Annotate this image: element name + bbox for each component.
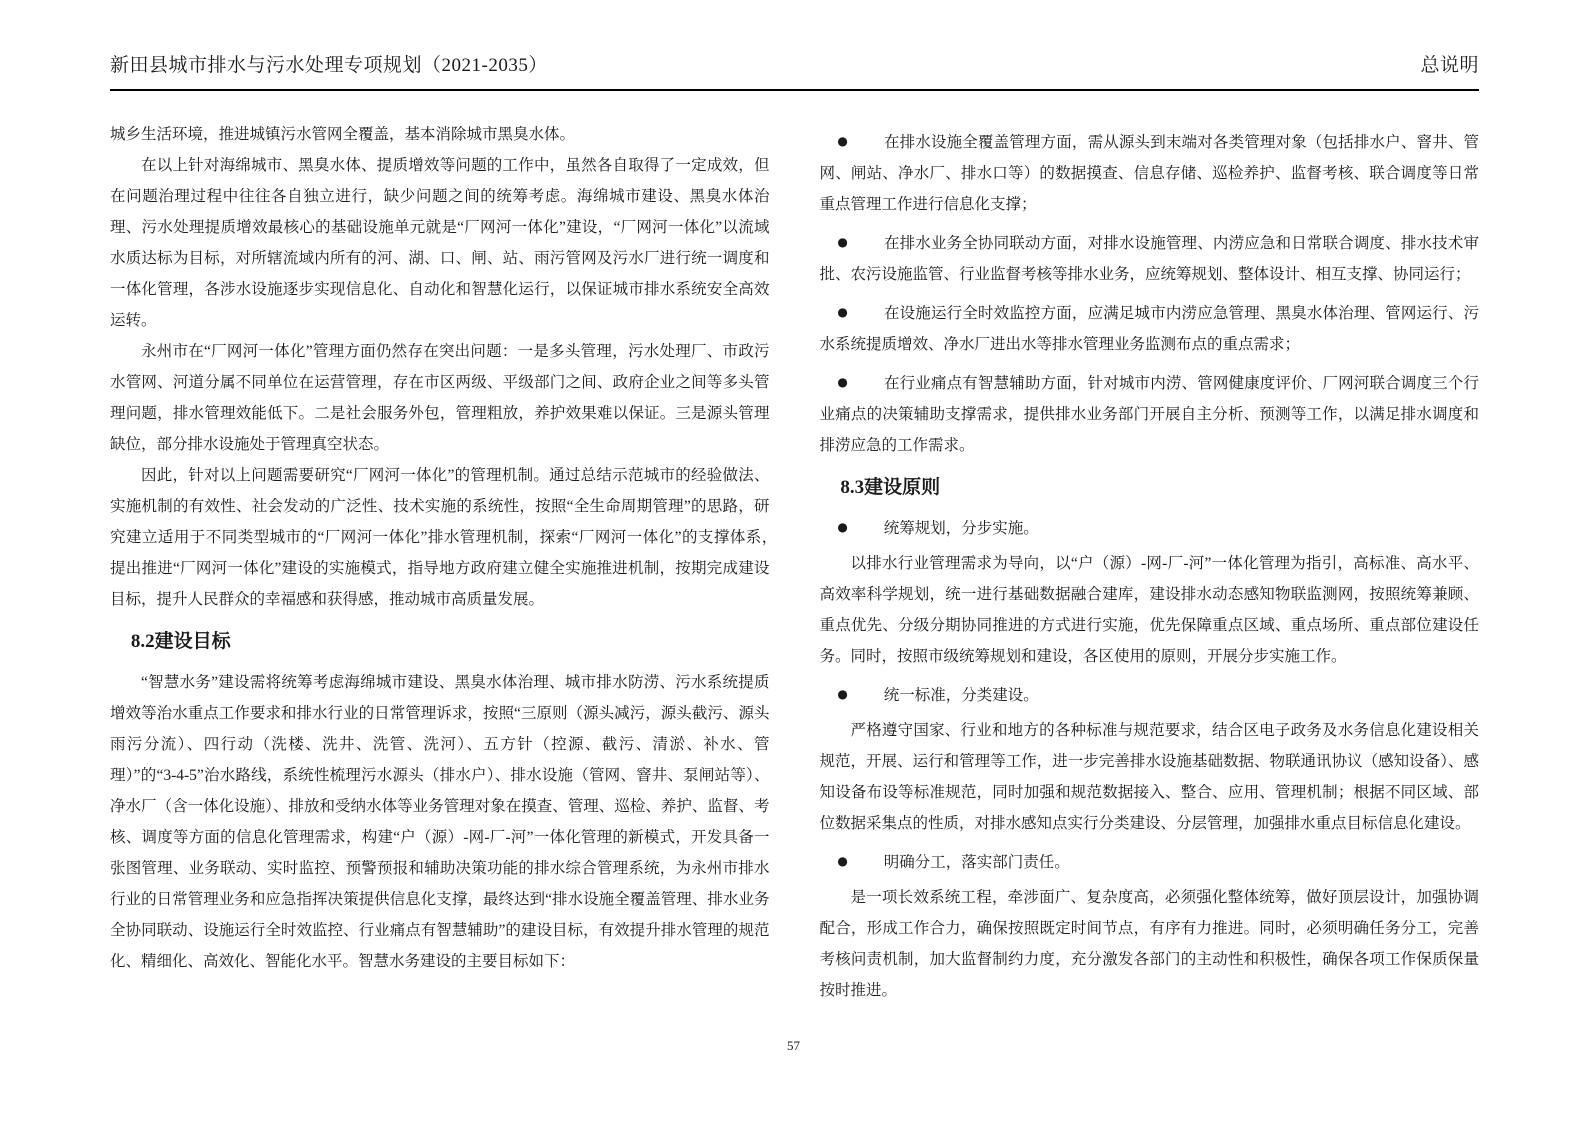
right-column (820, 119, 1480, 1006)
principle-paragraph: 以排水行业管理需求为导向，以“户（源）-网-厂-河”一体化管理为指引，高标准、高水平、高效率科学规划，统一进行基础数据融合建库，建设排水动态感知物联监测网，按照统筹兼顾、重点优先、分级分期协同推进的方式进行实施，优先保障重点区域、重点场所、重点部位建设任务。同时，按照市级统筹规划和建设，各区使用的原则，开展分步实施工作。 (819, 555, 1479, 666)
paragraph-integration-overview: 在以上针对海绵城市、黑臭水体、提质增效等问题的工作中，虽然各自取得了一定成效，但在问题治理过程中往往各自独立进行，缺少问题之间的统筹考虑。海绵城市建设、黑臭水体治理、污水处理提质增效最核心的基础设施单元就是“厂网河一体化”建设，“厂网河一体化”以流域水质达标为目标，对所辖流域内所有的河、湖、口、闸、站、雨污管网及污水厂进行统一调度和一体化管理，各涉水设施逐步实现信息化、自动化和智慧化运行，以保证城市排水系统安全高效运转。 (110, 157, 770, 329)
goal-bullet-text: 在排水设施全覆盖管理方面，需从源头到末端对各类管理对象（包括排水户、窨井、管网、闸站、净水厂、排水口等）的数据摸查、信息存储、巡检养护、监督考核、联合调度等日常重点管理工作进行信息化支撑； (819, 134, 1479, 213)
goal-bullet-item (820, 298, 1480, 360)
bullet-icon: ● (837, 520, 848, 535)
goal-bullet-text: 在排水业务全协同联动方面，对排水设施管理、内涝应急和日常联合调度、排水技术审批、农污设施监管、行业监督考核等排水业务，应统筹规划、整体设计、相互支撑、协同运行； (819, 235, 1479, 283)
principle-bullet-item (820, 847, 1480, 878)
goal-bullet-item (820, 228, 1480, 290)
left-column (110, 119, 786, 1006)
goal-bullet-text: 在设施运行全时效监控方面，应满足城市内涝应急管理、黑臭水体治理、管网运行、污水系统提质增效、净水厂进出水等排水管理业务监测布点的重点需求； (819, 305, 1479, 353)
bullet-icon: ● (837, 235, 848, 249)
two-column-body (110, 119, 1479, 1006)
paragraph-smart-water-goals: “智慧水务”建设需将统筹考虑海绵城市建设、黑臭水体治理、城市排水防涝、污水系统提质增效等治水重点工作要求和排水行业的日常管理诉求，按照“三原则（源头减污，源头截污、源头雨污分流）、四行动（洗楼、洗井、洗管、洗河）、五方针（控源、截污、清淤、补水、管理）”的“3-4-5”治水路线，系统性梳理污水源头（排水户）、排水设施（管网、窨井、泵闸站等）、净水厂（含一体化设施）、排放和受纳水体等业务管理对象在摸查、管理、巡检、养护、监督、考核、调度等方面的信息化管理需求，构建“户（源）-网-厂-河”一体化管理的新模式，开发具备一张图管理、业务联动、实时监控、预警预报和辅助决策功能的排水综合管理系统，为永州市排水行业的日常管理业务和应急指挥决策提供信息化支撑，最终达到“排水设施全覆盖管理、排水业务全协同联动、设施运行全时效监控、行业痛点有智慧辅助”的建设目标，有效提升排水管理的规范化、精细化、高效化、智能化水平。智慧水务建设的主要目标如下： (110, 674, 770, 971)
paragraph-continuation: 城乡生活环境，推进城镇污水管网全覆盖，基本消除城市黑臭水体。 (110, 126, 576, 143)
section-heading-8-3: 8.3建设原则 (840, 477, 941, 498)
principle-bullet-item (820, 513, 1480, 544)
bullet-icon: ● (837, 854, 848, 869)
goal-bullet-text: 在行业痛点有智慧辅助方面，针对城市内涝、管网健康度评价、厂网河联合调度三个行业痛点的决策辅助支撑需求，提供排水业务部门开展自主分析、预测等工作，以满足排水调度和排涝应急的工作需求。 (819, 375, 1479, 454)
principle-bullet-text: 明确分工，落实部门责任。 (883, 854, 1070, 872)
page-footer (0, 1038, 1587, 1054)
header-rule (110, 89, 1479, 91)
bullet-icon: ● (837, 305, 848, 319)
principle-bullet-item (820, 680, 1480, 711)
page-header (110, 50, 1479, 77)
bullet-icon: ● (837, 375, 848, 389)
page-number: 57 (787, 1038, 800, 1053)
principle-bullet-text: 统一标准，分类建设。 (883, 687, 1039, 705)
goal-bullet-item (820, 368, 1480, 461)
goal-bullet-item (820, 127, 1480, 220)
bullet-icon: ● (837, 687, 848, 702)
paragraph-management-mechanism: 因此，针对以上问题需要研究“厂网河一体化”的管理机制。通过总结示范城市的经验做法、实施机制的有效性、社会发动的广泛性、技术实施的系统性，按照“全生命周期管理”的思路，研究建立适用于不同类型城市的“厂网河一体化”排水管理机制，探索“厂网河一体化”的支撑体系， 提出推进“厂网河一体化”建设的实施模式，指导地方政府建立健全实施推进机制，按期完成建设目标，提升人民群众的幸福感和获得感，推动城市高质量发展。 (110, 467, 786, 608)
header-section-label: 总说明 (1420, 55, 1479, 76)
principle-paragraph: 是一项长效系统工程，牵涉面广、复杂度高，必须强化整体统筹，做好顶层设计，加强协调配合，形成工作合力，确保按照既定时间节点，有序有力推进。同时，必须明确任务分工，完善考核问责机制，加大监督制约力度，充分激发各部门的主动性和积极性，确保各项工作保质保量按时推进。 (819, 889, 1479, 1000)
document-title: 新田县城市排水与污水处理专项规划（2021-2035） (110, 55, 548, 76)
bullet-icon: ● (837, 134, 848, 148)
principle-bullet-text: 统筹规划，分步实施。 (883, 520, 1039, 538)
principle-paragraph: 严格遵守国家、行业和地方的各种标准与规范要求，结合区电子政务及水务信息化建设相关规范，开展、运行和管理等工作，进一步完善排水设施基础数据、物联通讯协议（感知设备）、感知设备布设等标准规范，同时加强和规范数据接入、整合、应用、管理机制；根据不同区域、部位数据采集点的性质，对排水感知点实行分类建设、分层管理，加强排水重点目标信息化建设。 (819, 722, 1479, 833)
section-heading-8-2: 8.2建设目标 (130, 631, 231, 652)
paragraph-existing-problems: 永州市在“厂网河一体化”管理方面仍然存在突出问题：一是多头管理，污水处理厂、市政污水管网、河道分属不同单位在运营管理，存在市区两级、平级部门之间、政府企业之间等多头管理问题，排水管理效能低下。二是社会服务外包，管理粗放，养护效果难以保证。三是源头管理缺位，部分排水设施处于管理真空状态。 (110, 343, 770, 453)
